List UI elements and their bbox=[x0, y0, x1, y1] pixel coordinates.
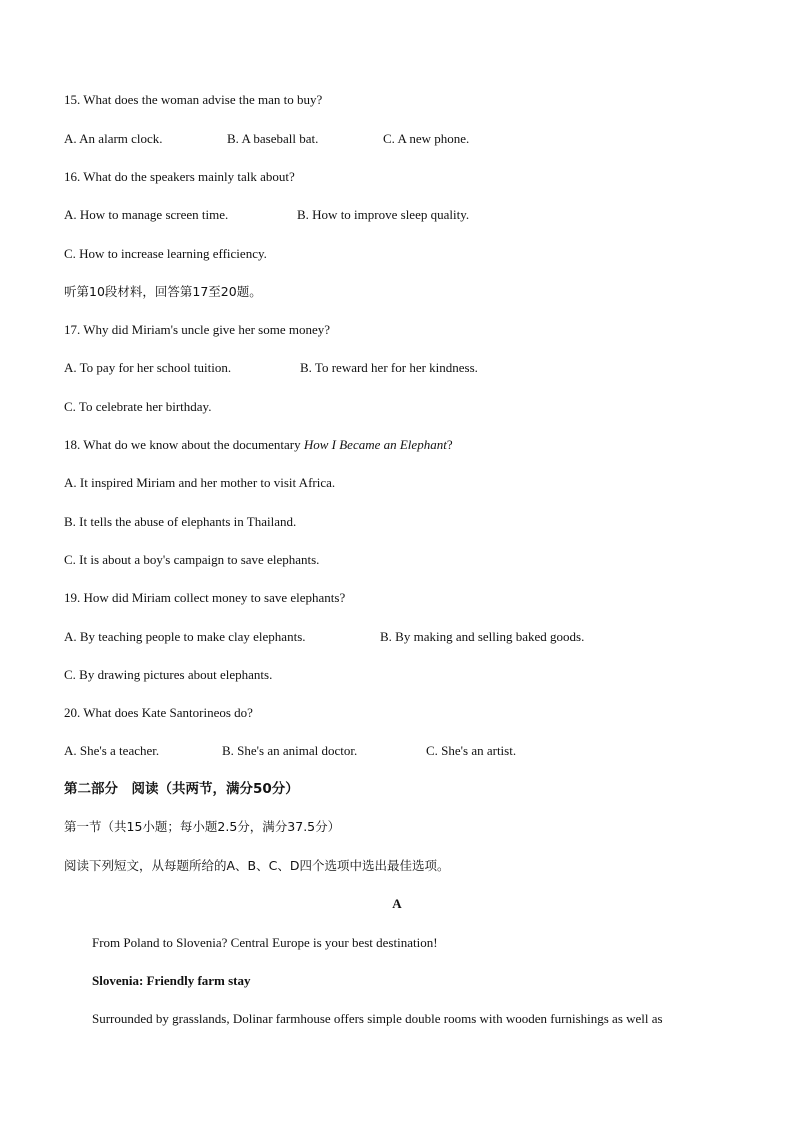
question-18-stem bbox=[64, 437, 453, 453]
question-18-option-a: A. It inspired Miriam and her mother to visit Africa. bbox=[64, 475, 336, 490]
section-1-title: 第一节（共15小题；每小题2.5分，满分37.5分） bbox=[64, 819, 341, 834]
question-15-option-a: A. An alarm clock. bbox=[64, 131, 163, 146]
question-18-stem-post: ? bbox=[446, 437, 453, 452]
question-16-option-c: C. How to increase learning efficiency. bbox=[64, 246, 267, 261]
question-17-option-c: C. To celebrate her birthday. bbox=[64, 399, 212, 414]
question-20-option-c: C. She's an artist. bbox=[426, 743, 517, 758]
documentary-title: How I Became an Elephant bbox=[303, 437, 447, 452]
question-18-option-c: C. It is about a boy's campaign to save elephants. bbox=[64, 552, 320, 567]
question-19-option-c: C. By drawing pictures about elephants. bbox=[64, 667, 273, 682]
question-19-stem: 19. How did Miriam collect money to save elephants? bbox=[64, 590, 346, 605]
passage-body: Surrounded by grasslands, Dolinar farmhouse offers simple double rooms with wooden furnishings as well as bbox=[92, 1011, 663, 1026]
question-17-option-a: A. To pay for her school tuition. bbox=[64, 360, 232, 375]
part-2-title: 第二部分 阅读（共两节，满分50分） bbox=[64, 781, 299, 797]
question-20-option-a: A. She's a teacher. bbox=[64, 743, 160, 758]
listening-instruction: 听第10段材料，回答第17至20题。 bbox=[64, 284, 262, 299]
reading-instruction: 阅读下列短文，从每题所给的A、B、C、D四个选项中选出最佳选项。 bbox=[64, 858, 450, 873]
question-17-option-b: B. To reward her for her kindness. bbox=[300, 360, 478, 375]
question-15-stem: 15. What does the woman advise the man to buy? bbox=[64, 92, 323, 107]
question-16-option-a: A. How to manage screen time. bbox=[64, 207, 229, 222]
question-15-option-c: C. A new phone. bbox=[383, 131, 470, 146]
question-15-option-b: B. A baseball bat. bbox=[227, 131, 319, 146]
passage-intro: From Poland to Slovenia? Central Europe is your best destination! bbox=[92, 935, 438, 950]
question-16-stem: 16. What do the speakers mainly talk about? bbox=[64, 169, 295, 184]
question-18-stem-pre: 18. What do we know about the documentary bbox=[64, 437, 304, 452]
question-17-stem: 17. Why did Miriam's uncle give her some money? bbox=[64, 322, 331, 337]
passage-label: A bbox=[392, 896, 402, 911]
passage-heading: Slovenia: Friendly farm stay bbox=[92, 973, 251, 988]
question-16-option-b: B. How to improve sleep quality. bbox=[297, 207, 470, 222]
question-18-option-b: B. It tells the abuse of elephants in Thailand. bbox=[64, 514, 297, 529]
question-19-option-b: B. By making and selling baked goods. bbox=[380, 629, 585, 644]
question-20-stem: 20. What does Kate Santorineos do? bbox=[64, 705, 253, 720]
question-19-option-a: A. By teaching people to make clay elephants. bbox=[64, 629, 306, 644]
question-20-option-b: B. She's an animal doctor. bbox=[222, 743, 358, 758]
